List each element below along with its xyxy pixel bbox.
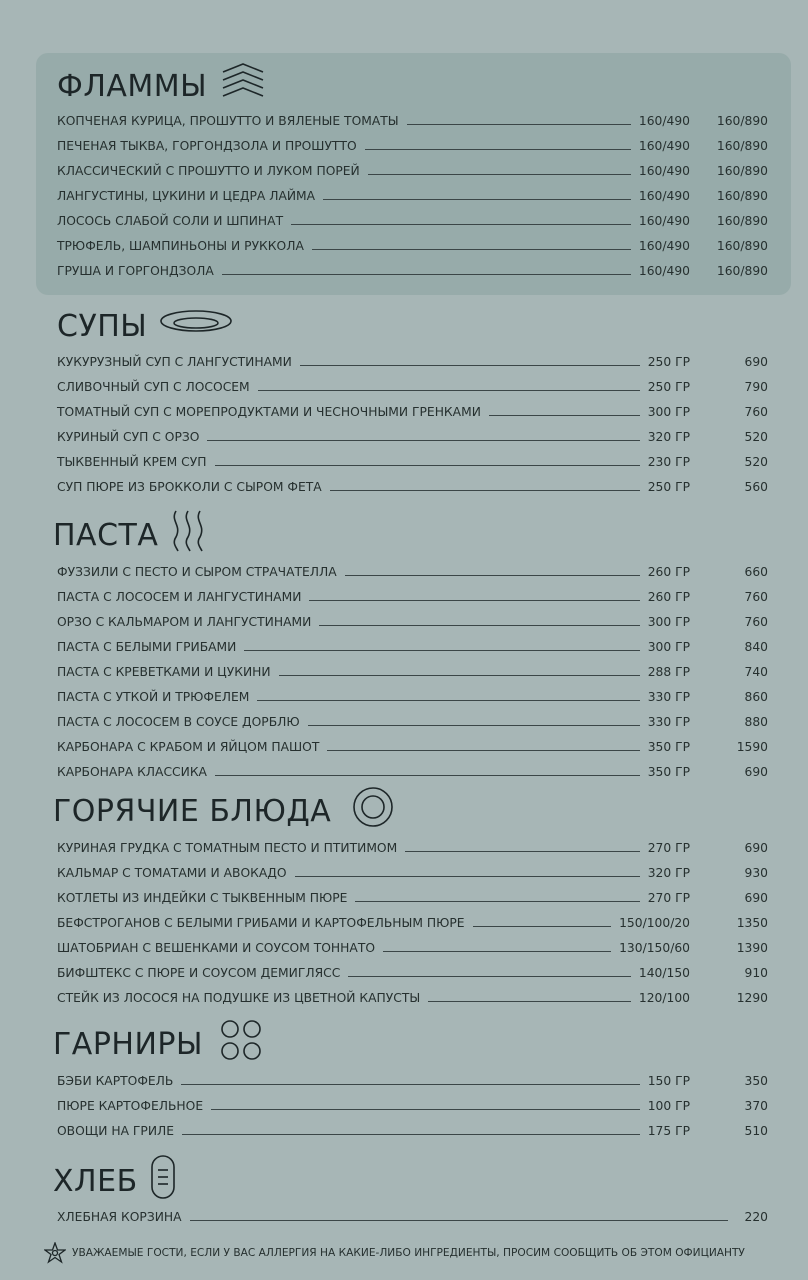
menu-item-name: ПЕЧЕНАЯ ТЫКВА, ГОРГОНДЗОЛА И ПРОШУТТО <box>57 139 357 153</box>
menu-item-name: ФУЗЗИЛИ С ПЕСТО И СЫРОМ СТРАЧАТЕЛЛА <box>57 565 337 579</box>
menu-item-name: ПАСТА С ЛОСОСЕМ И ЛАНГУСТИНАМИ <box>57 590 302 604</box>
menu-item-price: 690 <box>744 891 768 905</box>
menu-item-row <box>57 402 768 422</box>
menu-item-name: БЕФСТРОГАНОВ С БЕЛЫМИ ГРИБАМИ И КАРТОФЕЛЬНЫМ ПЮРЕ <box>57 916 465 930</box>
leader-line <box>327 750 639 751</box>
menu-item-row <box>57 687 768 707</box>
menu-item-weight: 350 ГР <box>647 740 690 754</box>
leader-line <box>428 1001 631 1002</box>
menu-item-weight: 150/100/20 <box>619 916 690 930</box>
menu-item-name: ПАСТА С БЕЛЫМИ ГРИБАМИ <box>57 640 237 654</box>
section-title: ГАРНИРЫ <box>53 1026 203 1062</box>
menu-item-name: СУП ПЮРЕ ИЗ БРОККОЛИ С СЫРОМ ФЕТА <box>57 480 322 494</box>
menu-item-weight: 140/150 <box>638 966 690 980</box>
menu-item-weight: 300 ГР <box>647 405 690 419</box>
menu-item-row <box>57 712 768 732</box>
leader-line <box>211 1109 640 1110</box>
menu-item-name: КАЛЬМАР С ТОМАТАМИ И АВОКАДО <box>57 866 287 880</box>
menu-item-weight: 330 ГР <box>647 690 690 704</box>
star-icon <box>44 1242 66 1264</box>
menu-item-price: 350 <box>744 1074 768 1088</box>
menu-item-price: 880 <box>744 715 768 729</box>
menu-item-row <box>57 111 768 131</box>
allergy-note-text: УВАЖАЕМЫЕ ГОСТИ, ЕСЛИ У ВАС АЛЛЕРГИЯ НА КАКИЕ-ЛИБО ИНГРЕДИЕНТЫ, ПРОСИМ СООБЩИТЬ ОБ ЭТОМ ОФИЦИАНТУ <box>72 1247 745 1259</box>
menu-item-weight: 160/490 <box>638 264 690 278</box>
menu-item-price: 160/890 <box>716 239 768 253</box>
leader-line <box>300 365 640 366</box>
menu-item-price: 760 <box>744 615 768 629</box>
menu-item-row <box>57 587 768 607</box>
menu-item-row <box>57 211 768 231</box>
leader-line <box>257 700 639 701</box>
menu-item-price: 690 <box>744 765 768 779</box>
menu-item-price: 840 <box>744 640 768 654</box>
menu-item-weight: 300 ГР <box>647 615 690 629</box>
menu-item-row <box>57 1096 768 1116</box>
menu-item-name: КАРБОНАРА КЛАССИКА <box>57 765 207 779</box>
menu-item-name: ПАСТА С КРЕВЕТКАМИ И ЦУКИНИ <box>57 665 271 679</box>
leader-line <box>207 440 639 441</box>
menu-item-row <box>57 637 768 657</box>
menu-item-weight: 175 ГР <box>647 1124 690 1138</box>
menu-item-price: 760 <box>744 405 768 419</box>
leader-line <box>182 1134 640 1135</box>
leader-line <box>222 274 631 275</box>
waves-icon <box>219 62 267 110</box>
menu-item-row <box>57 452 768 472</box>
menu-item-name: ПАСТА С ЛОСОСЕМ В СОУСЕ ДОРБЛЮ <box>57 715 300 729</box>
menu-item-name: ЛОСОСЬ СЛАБОЙ СОЛИ И ШПИНАТ <box>57 214 284 228</box>
leader-line <box>383 951 611 952</box>
menu-item-weight: 288 ГР <box>647 665 690 679</box>
menu-item-price: 910 <box>744 966 768 980</box>
menu-item-price: 510 <box>744 1124 768 1138</box>
menu-item-price: 1390 <box>736 941 768 955</box>
section-heading-pasta <box>53 513 210 557</box>
menu-item-name: ТРЮФЕЛЬ, ШАМПИНЬОНЫ И РУККОЛА <box>57 239 304 253</box>
menu-item-price: 160/890 <box>716 264 768 278</box>
menu-item-price: 370 <box>744 1099 768 1113</box>
menu-item-price: 560 <box>744 480 768 494</box>
section-title: ПАСТА <box>53 517 159 553</box>
menu-item-price: 740 <box>744 665 768 679</box>
menu-item-price: 790 <box>744 380 768 394</box>
menu-item-price: 1290 <box>736 991 768 1005</box>
menu-item-name: СЛИВОЧНЫЙ СУП С ЛОСОСЕМ <box>57 380 250 394</box>
menu-item-row <box>57 612 768 632</box>
menu-item-price: 160/890 <box>716 189 768 203</box>
leader-line <box>319 625 639 626</box>
menu-item-price: 930 <box>744 866 768 880</box>
menu-item-weight: 260 ГР <box>647 565 690 579</box>
menu-item-name: КУРИНЫЙ СУП С ОРЗО <box>57 430 200 444</box>
menu-item-row <box>57 838 768 858</box>
section-heading-flammy <box>57 66 267 106</box>
leader-line <box>345 575 640 576</box>
menu-item-row <box>57 186 768 206</box>
menu-item-row <box>57 562 768 582</box>
section-title: ХЛЕБ <box>53 1163 138 1199</box>
menu-item-price: 760 <box>744 590 768 604</box>
menu-item-weight: 270 ГР <box>647 841 690 855</box>
section-title: ГОРЯЧИЕ БЛЮДА <box>53 793 332 829</box>
leader-line <box>365 149 631 150</box>
menu-item-weight: 350 ГР <box>647 765 690 779</box>
menu-item-name: ТОМАТНЫЙ СУП С МОРЕПРОДУКТАМИ И ЧЕСНОЧНЫМИ ГРЕНКАМИ <box>57 405 481 419</box>
menu-item-price: 220 <box>744 1210 768 1224</box>
menu-item-price: 660 <box>744 565 768 579</box>
leader-line <box>309 600 639 601</box>
menu-item-price: 860 <box>744 690 768 704</box>
leader-line <box>291 224 631 225</box>
menu-item-row <box>57 662 768 682</box>
menu-item-row <box>57 261 768 281</box>
menu-item-name: ОВОЩИ НА ГРИЛЕ <box>57 1124 175 1138</box>
menu-item-price: 160/890 <box>716 214 768 228</box>
leader-line <box>368 174 631 175</box>
section-heading-soups <box>57 306 233 346</box>
bread-icon <box>150 1154 176 1208</box>
menu-item-name: КУРИНАЯ ГРУДКА С ТОМАТНЫМ ПЕСТО И ПТИТИМОМ <box>57 841 398 855</box>
menu-item-name: КЛАССИЧЕСКИЙ С ПРОШУТТО И ЛУКОМ ПОРЕЙ <box>57 164 360 178</box>
menu-item-weight: 160/490 <box>638 189 690 203</box>
menu-item-row <box>57 938 768 958</box>
menu-item-weight: 230 ГР <box>647 455 690 469</box>
menu-item-row <box>57 236 768 256</box>
steam-icon <box>170 509 210 561</box>
menu-item-row <box>57 477 768 497</box>
leader-line <box>348 976 631 977</box>
menu-item-row <box>57 913 768 933</box>
menu-item-name: ШАТОБРИАН С ВЕШЕНКАМИ И СОУСОМ ТОННАТО <box>57 941 376 955</box>
menu-item-name: ПАСТА С УТКОЙ И ТРЮФЕЛЕМ <box>57 690 250 704</box>
menu-item-weight: 250 ГР <box>647 380 690 394</box>
menu-item-weight: 160/490 <box>638 214 690 228</box>
leader-line <box>279 675 640 676</box>
leader-line <box>330 490 640 491</box>
menu-item-name: БИФШТЕКС С ПЮРЕ И СОУСОМ ДЕМИГЛЯСС <box>57 966 341 980</box>
menu-item-weight: 100 ГР <box>647 1099 690 1113</box>
menu-item-row <box>57 988 768 1008</box>
section-heading-bread <box>53 1158 176 1204</box>
menu-item-weight: 270 ГР <box>647 891 690 905</box>
section-heading-hot <box>53 789 395 833</box>
menu-item-row <box>57 1121 768 1141</box>
menu-item-weight: 300 ГР <box>647 640 690 654</box>
menu-item-name: ОРЗО С КАЛЬМАРОМ И ЛАНГУСТИНАМИ <box>57 615 312 629</box>
leader-line <box>489 415 640 416</box>
leader-line <box>295 876 640 877</box>
menu-item-row <box>57 1207 768 1227</box>
menu-item-price: 520 <box>744 430 768 444</box>
menu-item-weight: 330 ГР <box>647 715 690 729</box>
menu-item-name: КОТЛЕТЫ ИЗ ИНДЕЙКИ С ТЫКВЕННЫМ ПЮРЕ <box>57 891 348 905</box>
menu-item-name: ТЫКВЕННЫЙ КРЕМ СУП <box>57 455 207 469</box>
menu-item-row <box>57 737 768 757</box>
leader-line <box>244 650 639 651</box>
menu-item-name: БЭБИ КАРТОФЕЛЬ <box>57 1074 174 1088</box>
menu-item-name: КОПЧЕНАЯ КУРИЦА, ПРОШУТТО И ВЯЛЕНЫЕ ТОМАТЫ <box>57 114 399 128</box>
menu-item-name: КАРБОНАРА С КРАБОМ И ЯЙЦОМ ПАШОТ <box>57 740 320 754</box>
menu-item-weight: 160/490 <box>638 139 690 153</box>
menu-item-weight: 160/490 <box>638 164 690 178</box>
menu-item-weight: 320 ГР <box>647 430 690 444</box>
leader-line <box>215 465 640 466</box>
menu-item-name: СТЕЙК ИЗ ЛОСОСЯ НА ПОДУШКЕ ИЗ ЦВЕТНОЙ КАПУСТЫ <box>57 991 421 1005</box>
menu-item-price: 160/890 <box>716 164 768 178</box>
menu-item-weight: 250 ГР <box>647 355 690 369</box>
menu-item-price: 520 <box>744 455 768 469</box>
menu-item-name: ГРУША И ГОРГОНДЗОЛА <box>57 264 214 278</box>
menu-item-weight: 250 ГР <box>647 480 690 494</box>
leader-line <box>407 124 631 125</box>
leader-line <box>312 249 631 250</box>
menu-item-weight: 260 ГР <box>647 590 690 604</box>
menu-item-price: 690 <box>744 841 768 855</box>
menu-item-price: 1350 <box>736 916 768 930</box>
menu-item-row <box>57 352 768 372</box>
plate-top-icon <box>351 785 395 837</box>
menu-item-weight: 120/100 <box>638 991 690 1005</box>
menu-item-name: ХЛЕБНАЯ КОРЗИНА <box>57 1210 182 1224</box>
menu-item-price: 1590 <box>736 740 768 754</box>
menu-item-price: 160/890 <box>716 139 768 153</box>
menu-item-row <box>57 1071 768 1091</box>
menu-item-weight: 320 ГР <box>647 866 690 880</box>
menu-item-price: 160/890 <box>716 114 768 128</box>
menu-item-row <box>57 963 768 983</box>
leader-line <box>405 851 639 852</box>
section-heading-sides <box>53 1022 263 1066</box>
menu-item-row <box>57 136 768 156</box>
menu-item-row <box>57 377 768 397</box>
menu-item-row <box>57 888 768 908</box>
leader-line <box>308 725 640 726</box>
leader-line <box>258 390 640 391</box>
menu-item-weight: 160/490 <box>638 239 690 253</box>
leader-line <box>181 1084 639 1085</box>
section-title: СУПЫ <box>57 308 148 344</box>
menu-item-weight: 130/150/60 <box>619 941 690 955</box>
leader-line <box>190 1220 728 1221</box>
leader-line <box>323 199 631 200</box>
leader-line <box>355 901 639 902</box>
menu-item-row <box>57 427 768 447</box>
four-circles-icon <box>219 1018 263 1070</box>
menu-item-weight: 160/490 <box>638 114 690 128</box>
menu-item-row <box>57 161 768 181</box>
allergy-note <box>44 1243 784 1263</box>
menu-item-row <box>57 863 768 883</box>
plate-side-icon <box>159 307 233 345</box>
leader-line <box>215 775 640 776</box>
menu-item-name: КУКУРУЗНЫЙ СУП С ЛАНГУСТИНАМИ <box>57 355 292 369</box>
menu-item-name: ЛАНГУСТИНЫ, ЦУКИНИ И ЦЕДРА ЛАЙМА <box>57 189 316 203</box>
leader-line <box>473 926 612 927</box>
menu-item-weight: 150 ГР <box>647 1074 690 1088</box>
menu-item-name: ПЮРЕ КАРТОФЕЛЬНОЕ <box>57 1099 204 1113</box>
menu-item-row <box>57 762 768 782</box>
menu-item-price: 690 <box>744 355 768 369</box>
section-title: ФЛАММЫ <box>57 68 208 104</box>
